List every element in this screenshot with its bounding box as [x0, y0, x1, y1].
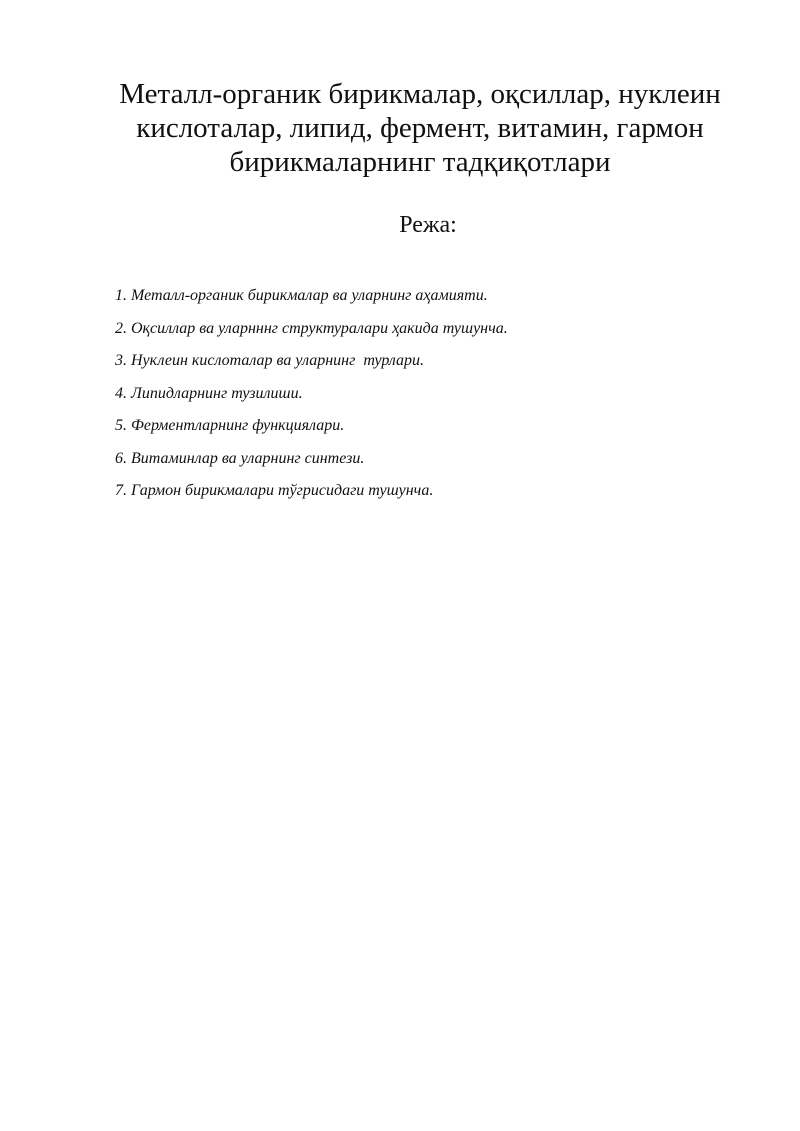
- plan-item: 6. Витаминлар ва уларнинг синтези.: [115, 449, 365, 467]
- plan-item: 7. Гармон бирикмалари тўгрисидаги тушунча.: [115, 482, 434, 499]
- plan-heading: Режа:: [399, 212, 457, 238]
- title-line: кислоталар, липид, фермент, витамин, гармон: [136, 112, 704, 144]
- page-title: [100, 77, 740, 179]
- plan-item: 4. Липидларнинг тузилиши.: [115, 384, 303, 402]
- plan-list: [115, 284, 755, 512]
- title-line: бирикмаларнинг тадқиқотлари: [229, 146, 611, 178]
- plan-item: 2. Оқсиллар ва уларнннг структуралари ҳакида тушунча.: [115, 319, 508, 337]
- plan-item: 1. Металл-органик бирикмалар ва уларнинг аҳамияти.: [115, 287, 488, 304]
- title-line: Металл-органик бирикмалар, оқсиллар, нуклеин: [119, 78, 721, 110]
- plan-item: 3. Нуклеин кислоталар ва уларнинг турлари.: [115, 352, 424, 369]
- plan-item: 5. Ферментларнинг функциялари.: [115, 417, 345, 434]
